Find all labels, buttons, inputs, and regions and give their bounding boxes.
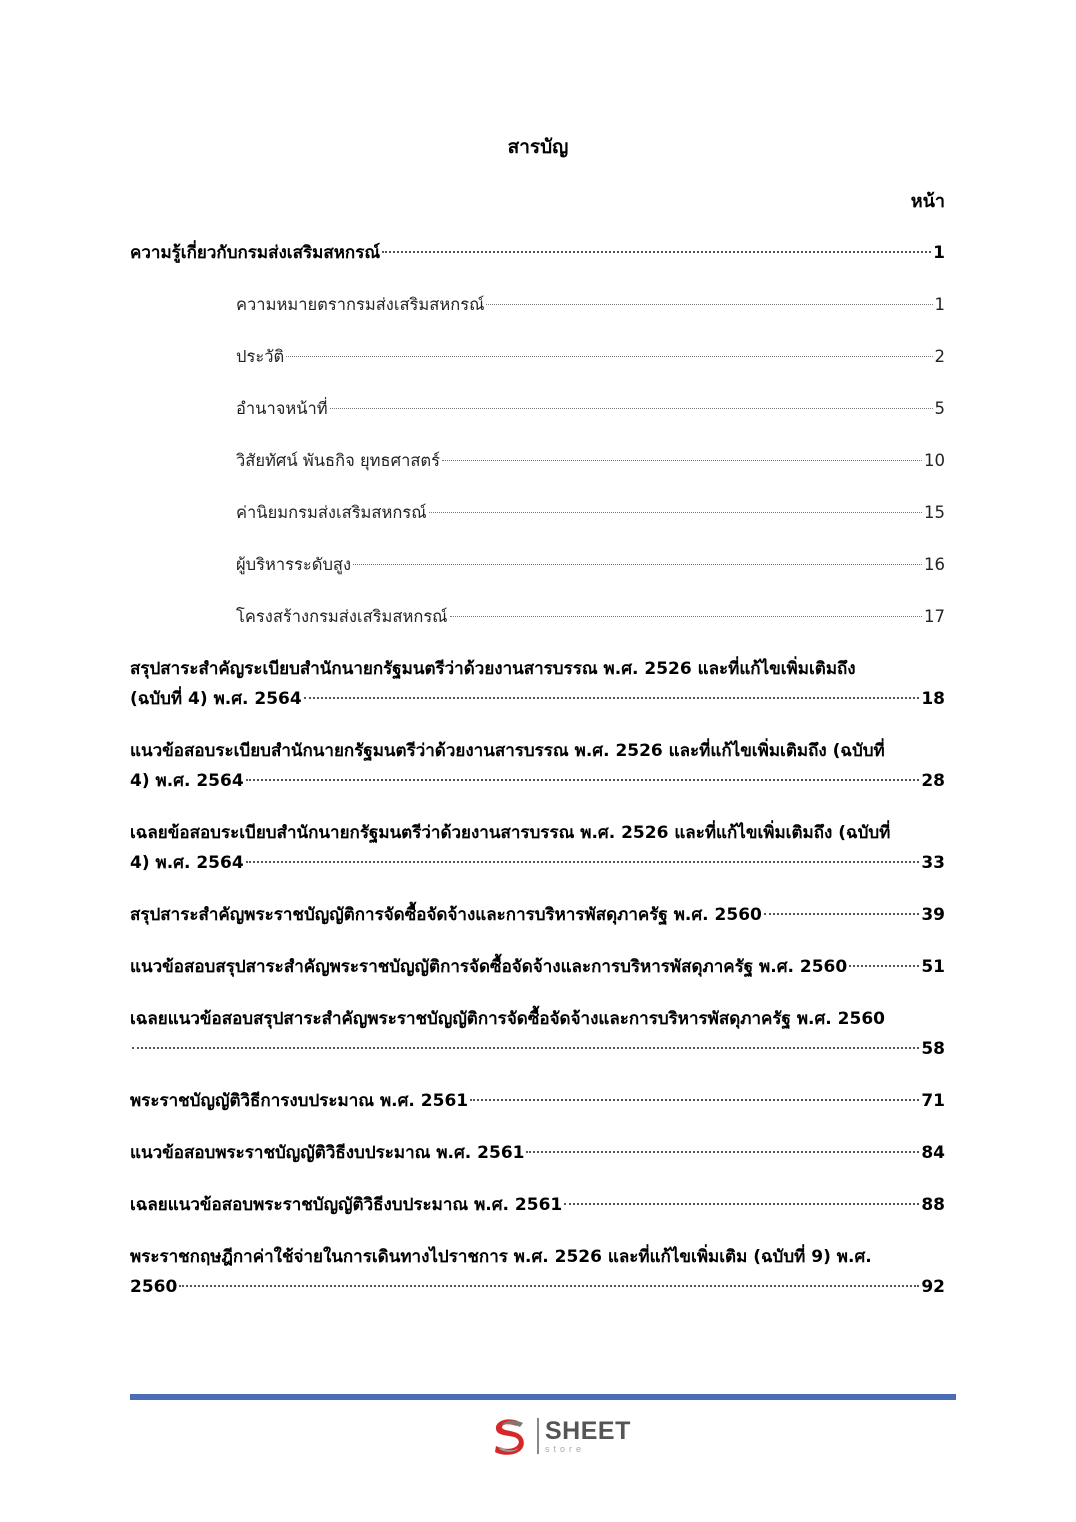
dot-leader — [246, 861, 920, 863]
logo-separator — [537, 1418, 539, 1454]
toc-page-number: 1 — [934, 295, 945, 314]
sheet-store-logo-icon — [487, 1413, 533, 1459]
toc-entry-text: ประวัติ — [236, 347, 285, 366]
toc-page-number: 33 — [921, 853, 945, 873]
toc-entry[interactable] — [130, 498, 945, 528]
toc-entry[interactable] — [130, 394, 945, 424]
toc-entry-text: ความรู้เกี่ยวกับกรมส่งเสริมสหกรณ์ — [130, 243, 381, 263]
dot-leader — [849, 965, 919, 967]
dot-leader — [330, 408, 933, 409]
toc-page-number: 2 — [934, 347, 945, 366]
toc-page-number: 71 — [921, 1091, 945, 1111]
toc-entry[interactable] — [130, 1086, 945, 1116]
toc-entry-text: ค่านิยมกรมส่งเสริมสหกรณ์ — [236, 503, 427, 522]
dot-leader — [564, 1203, 919, 1205]
dot-leader — [179, 1285, 919, 1287]
toc-entry-text: เฉลยแนวข้อสอบพระราชบัญญัติวิธีงบประมาณ พ.ศ. 2561 — [130, 1195, 563, 1215]
toc-entry-text: เฉลยแนวข้อสอบสรุปสาระสำคัญพระราชบัญญัติการจัดซื้อจัดจ้างและการบริหารพัสดุภาครัฐ พ.ศ. 2560 — [130, 1009, 885, 1029]
dot-leader — [353, 564, 922, 565]
toc-entry-text: พระราชกฤษฎีกาค่าใช้จ่ายในการเดินทางไปราชการ พ.ศ. 2526 และที่แก้ไขเพิ่มเติม (ฉบับที่ 9) พ.ศ. — [130, 1247, 872, 1267]
toc-entry[interactable] — [130, 342, 945, 372]
dot-leader — [429, 512, 922, 513]
page-title: สารบัญ — [507, 136, 569, 158]
table-of-contents — [130, 238, 945, 1324]
toc-page-number: 10 — [924, 451, 945, 470]
toc-entry-text: ผู้บริหารระดับสูง — [236, 555, 352, 574]
toc-entry-text: สรุปสาระสำคัญระเบียบสำนักนายกรัฐมนตรีว่าด้วยงานสารบรรณ พ.ศ. 2526 และที่แก้ไขเพิ่มเติมถึง — [130, 659, 856, 679]
toc-page-number: 17 — [924, 607, 945, 626]
footer-logo — [487, 1413, 637, 1459]
toc-entry-text: แนวข้อสอบระเบียบสำนักนายกรัฐมนตรีว่าด้วยงานสารบรรณ พ.ศ. 2526 และที่แก้ไขเพิ่มเติมถึง (ฉบับที่ — [130, 741, 885, 761]
toc-entry[interactable] — [130, 446, 945, 476]
toc-entry-text: แนวข้อสอบพระราชบัญญัติวิธีงบประมาณ พ.ศ. 2561 — [130, 1143, 525, 1163]
toc-entry[interactable] — [130, 900, 945, 930]
toc-page-number: 5 — [934, 399, 945, 418]
toc-page-number: 18 — [921, 689, 945, 709]
toc-entry[interactable] — [130, 818, 945, 878]
footer-divider — [130, 1394, 956, 1400]
toc-page-number: 39 — [921, 905, 945, 925]
toc-entry-text: เฉลยข้อสอบระเบียบสำนักนายกรัฐมนตรีว่าด้วยงานสารบรรณ พ.ศ. 2526 และที่แก้ไขเพิ่มเติมถึง (ฉบับที่ — [130, 823, 891, 843]
toc-entry-text: แนวข้อสอบสรุปสาระสำคัญพระราชบัญญัติการจัดซื้อจัดจ้างและการบริหารพัสดุภาครัฐ พ.ศ. 2560 — [130, 957, 848, 977]
dot-leader — [470, 1099, 919, 1101]
toc-entry-text: (ฉบับที่ 4) พ.ศ. 2564 — [130, 689, 302, 709]
toc-page-number: 28 — [921, 771, 945, 791]
dot-leader — [286, 356, 932, 357]
toc-entry-text: อำนาจหน้าที่ — [236, 399, 328, 418]
toc-entry-text: 4) พ.ศ. 2564 — [130, 853, 244, 873]
page-column-header: หน้า — [910, 191, 945, 212]
dot-leader — [526, 1151, 919, 1153]
logo-sub-text: store — [545, 1443, 586, 1454]
toc-page-number: 15 — [924, 503, 945, 522]
toc-page-number: 58 — [921, 1039, 945, 1059]
toc-entry[interactable] — [130, 602, 945, 632]
toc-page-number: 92 — [921, 1277, 945, 1297]
toc-entry-text: 2560 — [130, 1277, 178, 1297]
toc-page-number: 1 — [933, 243, 945, 263]
toc-entry-text: 4) พ.ศ. 2564 — [130, 771, 244, 791]
toc-entry[interactable] — [130, 736, 945, 796]
dot-leader — [132, 1047, 919, 1049]
toc-page-number: 84 — [921, 1143, 945, 1163]
toc-entry[interactable] — [130, 290, 945, 320]
dot-leader — [442, 460, 922, 461]
dot-leader — [382, 251, 931, 253]
dot-leader — [304, 697, 920, 699]
toc-page-number: 16 — [924, 555, 945, 574]
toc-entry-text: โครงสร้างกรมส่งเสริมสหกรณ์ — [236, 607, 448, 626]
toc-entry-text: วิสัยทัศน์ พันธกิจ ยุทธศาสตร์ — [236, 451, 441, 470]
toc-entry-text: พระราชบัญญัติวิธีการงบประมาณ พ.ศ. 2561 — [130, 1091, 469, 1111]
logo-brand-text: SHEET — [545, 1416, 631, 1445]
dot-leader — [764, 913, 919, 915]
toc-entry[interactable] — [130, 1004, 945, 1064]
toc-entry-text: สรุปสาระสำคัญพระราชบัญญัติการจัดซื้อจัดจ้างและการบริหารพัสดุภาครัฐ พ.ศ. 2560 — [130, 905, 762, 925]
toc-entry[interactable] — [130, 1242, 945, 1302]
dot-leader — [486, 304, 932, 305]
toc-entry[interactable] — [130, 952, 945, 982]
toc-entry[interactable] — [130, 1138, 945, 1168]
toc-entry[interactable] — [130, 654, 945, 714]
toc-entry[interactable] — [130, 238, 945, 268]
toc-entry-text: ความหมายตรากรมส่งเสริมสหกรณ์ — [236, 295, 485, 314]
toc-entry[interactable] — [130, 550, 945, 580]
toc-page-number: 88 — [921, 1195, 945, 1215]
dot-leader — [450, 616, 923, 617]
toc-entry[interactable] — [130, 1190, 945, 1220]
toc-page-number: 51 — [921, 957, 945, 977]
dot-leader — [246, 779, 920, 781]
